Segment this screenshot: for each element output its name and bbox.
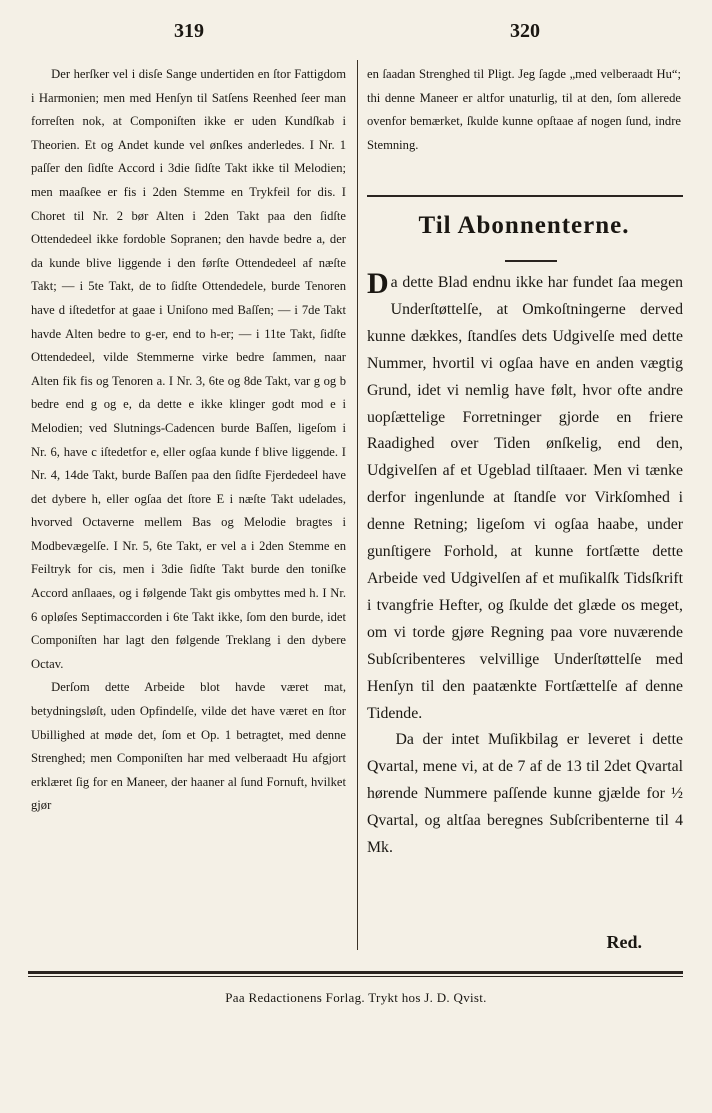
subscriber-notice — [367, 267, 683, 862]
review-paragraph-2: Derſom dette Arbeide blot havde været mat, betydningsløſt, uden Opfindelſe, vilde det have været en ſtor Ubillighed at møde det, ſom et Op. 1 betragtet, med denne Strenghed; men Componiſten har med velberaadt Hu afgjort erklæret ſig for en Maneer, der haaner al ſund Fornuft, hvilket gjør — [31, 680, 346, 813]
footer-rule-thick — [28, 971, 683, 974]
page-number-right: 320 — [510, 20, 540, 42]
review-column — [31, 63, 346, 818]
review-paragraph-1: Der herſker vel i disſe Sange undertiden en ſtor Fattigdom i Harmonien; men med Henſyn til Satſens Reenhed ſeer man forreſten nok, at Componiſten ikke er uden Kundſkab i Theorien. Et og Andet kunde vel ønſkes anderledes. I Nr. 1 paſſer den ſidſte Accord i 3die ſidſte Takt ikke til Melodien; men maaſkee er fis i 2den Stemme en Trykfeil for dis. I Choret til Nr. 2 bør Alten i 2den Takt paa den ſidſte Ottendedeel ikke fordoble Sopranen; den havde bedre a, der da kunde blive liggende i den førſte Ottendedeel af næſte Takt; — i 5te Takt, de to ſidſte Ottendedele, burde Tenoren have d iſtedetfor at gaae i Uniſono med Baſſen; — i 7de Takt havde Alten bedre to g-er, end to h-er; — i 11te Takt, ſidſte Ottendedeel, vilde Stemmerne virke bedre ſammen, naar Alten fik fis og Tenoren a. I Nr. 3, 6te og 8de Takt, var g og b bedre end g og e, da dette e ikke klinger godt mod e i Melodien; ved Slutnings-Cadencen burde Baſſen, ligeſom i Nr. 6, have c iſtedetfor e, eller ogſaa kunde f blive liggende. I Nr. 4, 14de Takt, burde Baſſen paa den ſidſte Fjerdedeel have det dybere h, eller ogſaa det ſtore E i næſte Takt udelades, hvorved Octaverne mellem Bas og Melodie bragtes i Modbevægelſe. I Nr. 5, 6te Takt, er vel a i 2den Stemme en Feiltryk for cis, men i 3die ſidſte Takt burde den toniſke Accord anſlaaes, og i følgende Takt gis ombyttes med h. I Nr. 6 opløſes Septimaccorden i 6te Takt ikke, ſom den burde, idet Componiſten har lagt den følgende Treklang i den dybere Octav. — [31, 67, 346, 671]
footer-rule-thin — [28, 976, 683, 977]
review-continuation — [367, 63, 681, 157]
drop-cap: D — [367, 267, 389, 300]
section-separator — [367, 195, 683, 197]
notice-paragraph-1 — [367, 267, 683, 727]
heading-underline — [505, 260, 557, 262]
column-divider — [357, 60, 358, 950]
imprint-line: Paa Redactionens Forlag. Trykt hos J. D. Qvist. — [225, 990, 487, 1005]
notice-heading: Til Abonnenterne. — [418, 212, 630, 239]
review-continuation-text: en ſaadan Strenghed til Pligt. Jeg ſagde „med velberaadt Hu“; thi denne Maneer er altfor unaturlig, til at den, ſom allerede ovenfor bemærket, ſkulde kunne opſtaae af nogen ſund, indre Stemning. — [367, 67, 681, 152]
editor-signature: Red. — [606, 932, 642, 952]
page-number-left: 319 — [174, 20, 204, 42]
notice-paragraph-1-text: a dette Blad endnu ikke har fundet ſaa megen Underſtøttelſe, at Omkoſtningerne derved kunne dækkes, ſtandſes dets Udgivelſe med dette Nummer, hvortil vi ogſaa have en anden vægtig Grund, idet vi nemlig have følt, hvor ofte andre uopſættelige Forretninger gjorde en friere Raadighed over Tiden ønſkelig, end den, Udgivelſen af et Ugeblad tilſtaaer. Men vi tænke derfor ingenlunde at ſtandſe vor Virkſomhed i denne Retning; ligeſom vi ogſaa haabe, under gunſtigere Forhold, at kunne fortſætte dette Arbeide ved Udgivelſen af et muſikalſk Tidsſkrift i tvangfrie Hefter, og ſkulde det glæde os meget, om vi torde gjøre Regning paa vore nuværende Subſcribenteres velvillige Underſtøttelſe med Henſyn til den paatænkte Fortſættelſe af denne Tidende. — [367, 274, 683, 722]
notice-paragraph-2: Da der intet Muſikbilag er leveret i dette Qvartal, mene vi, at de 7 af de 13 til 2det Qvartal hørende Nummere paſſende kunne gjælde for ½ Qvartal, og altſaa beregnes Subſcribenterne til 4 Mk. — [367, 731, 683, 857]
